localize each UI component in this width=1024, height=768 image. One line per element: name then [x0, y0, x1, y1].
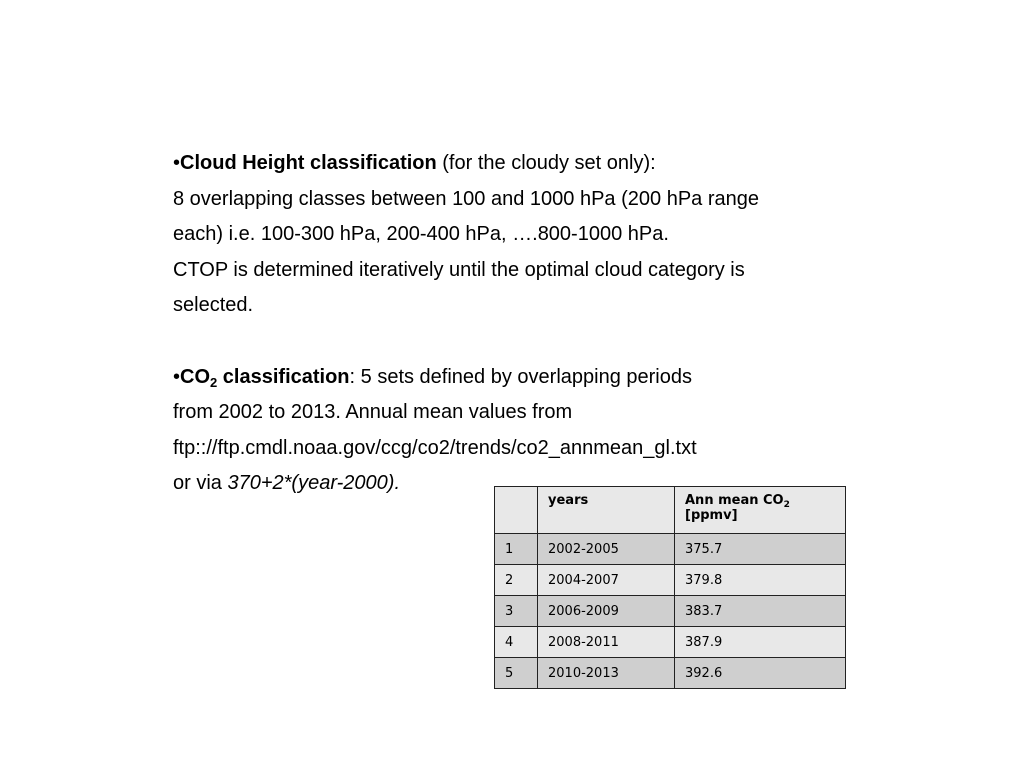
cell-years: 2004-2007: [538, 565, 675, 596]
co2-heading-suffix: classification: [217, 365, 350, 388]
cloud-height-line-3: each) i.e. 100-300 hPa, 200-400 hPa, ….800-1000 hPa.: [173, 223, 669, 246]
cell-index: 3: [495, 596, 538, 627]
header-ann-mean-prefix: Ann mean CO: [685, 493, 784, 508]
table-row: [495, 565, 846, 596]
cell-years: 2008-2011: [538, 627, 675, 658]
cloud-height-heading-line: [173, 146, 873, 182]
cell-value: 375.7: [675, 534, 846, 565]
bullet: •: [173, 152, 181, 174]
cell-index: 1: [495, 534, 538, 565]
cell-years: 2010-2013: [538, 658, 675, 689]
cloud-height-line-4: CTOP is determined iteratively until the optimal cloud category is: [173, 258, 745, 281]
paragraph-gap: [173, 324, 873, 360]
bullet: •: [173, 365, 181, 388]
cloud-height-heading: Cloud Height classification: [180, 152, 437, 174]
cell-value: 387.9: [675, 627, 846, 658]
co2-line-4-prefix: or via: [173, 472, 228, 495]
co2-line-2: from 2002 to 2013. Annual mean values from: [173, 401, 573, 424]
header-ann-mean-sub: 2: [783, 500, 790, 510]
table-row: [495, 627, 846, 658]
cell-index: 5: [495, 658, 538, 689]
cell-index: 4: [495, 627, 538, 658]
header-index: [495, 487, 538, 534]
cell-years: 2006-2009: [538, 596, 675, 627]
cell-value: 383.7: [675, 596, 846, 627]
co2-formula: 370+2*(year-2000).: [227, 472, 400, 495]
co2-heading: [180, 366, 350, 388]
table-header-row: [495, 487, 846, 534]
table-row: [495, 658, 846, 689]
header-ann-mean-unit: [ppmv]: [685, 508, 738, 523]
body-text: [173, 146, 873, 502]
cloud-height-line-5: selected.: [173, 294, 254, 317]
cloud-height-line-2: 8 overlapping classes between 100 and 1000 hPa (200 hPa range: [173, 187, 759, 210]
co2-heading-rest: : 5 sets defined by overlapping periods: [349, 365, 692, 388]
header-ann-mean: [675, 487, 846, 534]
cloud-height-note: (for the cloudy set only):: [436, 152, 656, 174]
table-row: [495, 534, 846, 565]
co2-line-3: ftp:://ftp.cmdl.noaa.gov/ccg/co2/trends/co2_annmean_gl.txt: [173, 436, 697, 459]
cell-index: 2: [495, 565, 538, 596]
co2-heading-prefix: CO: [180, 365, 211, 388]
co2-heading-sub: 2: [210, 374, 218, 390]
header-years: years: [538, 487, 675, 534]
co2-table: [494, 486, 846, 689]
cell-years: 2002-2005: [538, 534, 675, 565]
cell-value: 379.8: [675, 565, 846, 596]
cell-value: 392.6: [675, 658, 846, 689]
co2-heading-line: [173, 360, 873, 396]
table-row: [495, 596, 846, 627]
